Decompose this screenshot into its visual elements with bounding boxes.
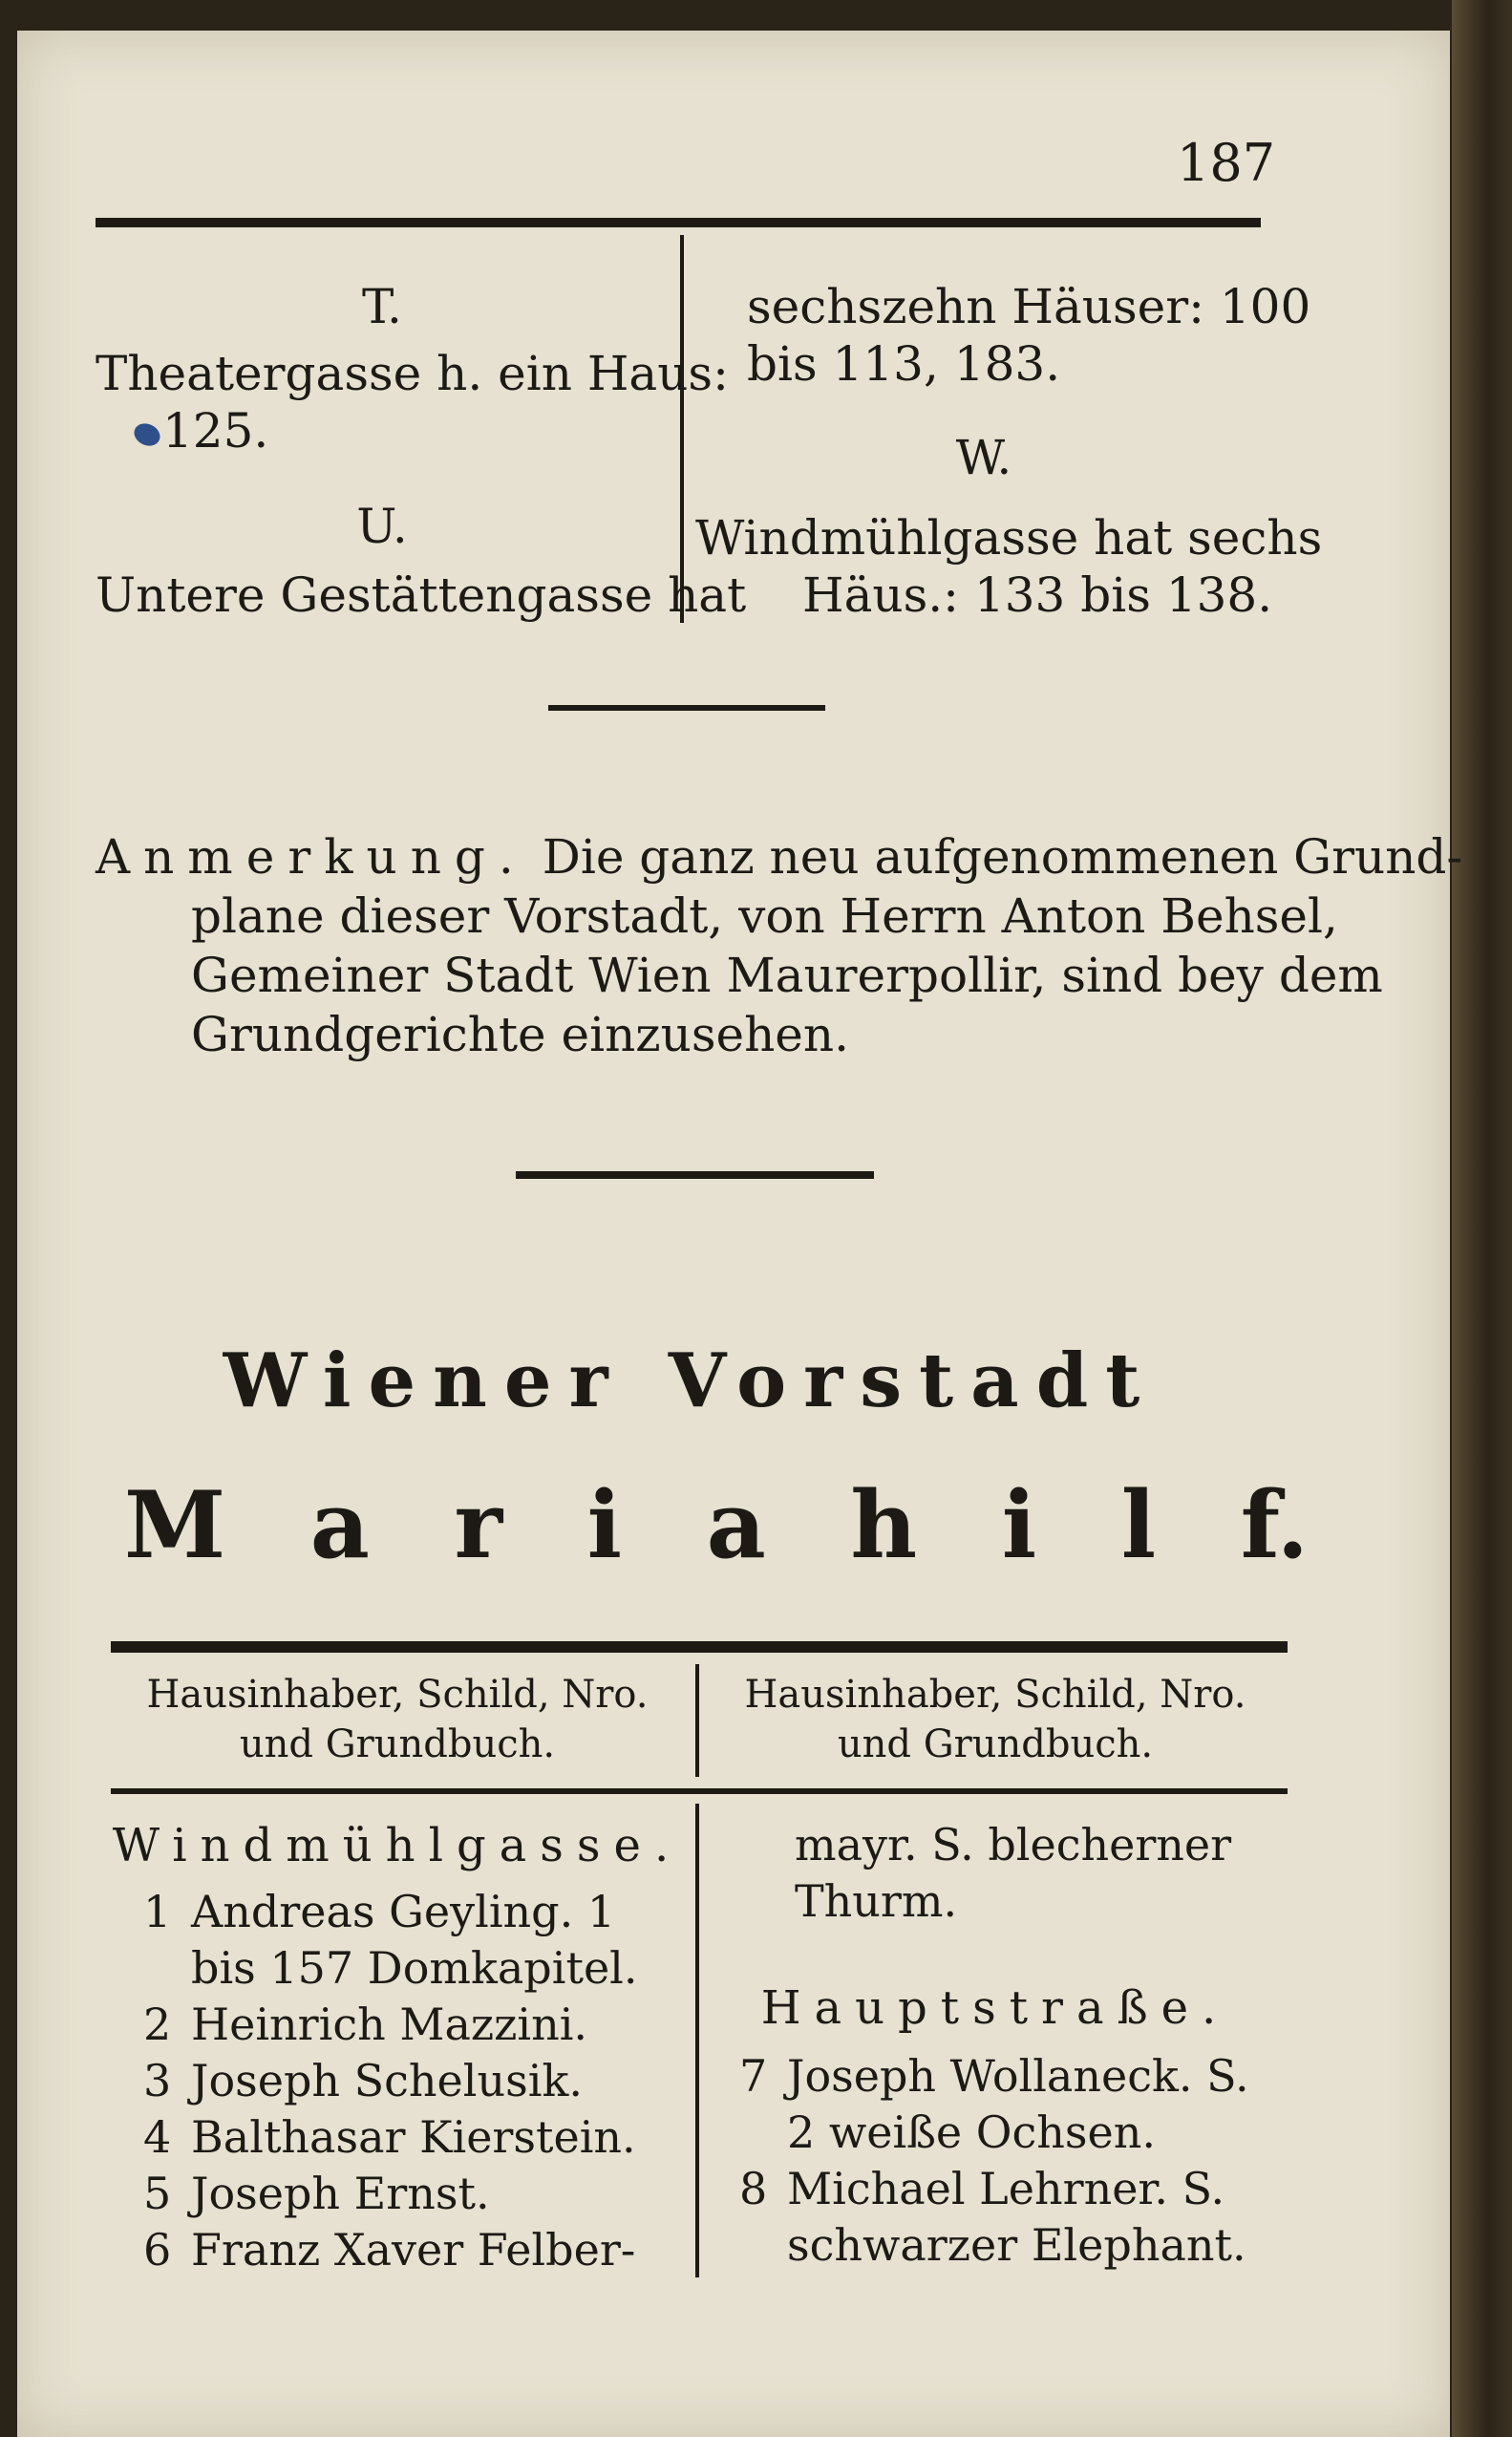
note-label: Anmerkung. xyxy=(96,829,527,885)
title-letter: r xyxy=(454,1471,503,1579)
note-first-line: Anmerkung. Die ganz neu aufgenommenen Grund- xyxy=(96,829,1463,885)
letter-t-heading: T. xyxy=(362,279,402,334)
list-item: 1 Andreas Geyling. 1 xyxy=(143,1886,616,1937)
header-left-line1: Hausinhaber, Schild, Nro. xyxy=(146,1673,649,1717)
ink-blot-icon xyxy=(131,419,164,450)
header-left-line2: und Grundbuch. xyxy=(239,1722,556,1766)
title-letter: h xyxy=(850,1471,918,1579)
book-spine xyxy=(1452,0,1512,2437)
title-mariahilf xyxy=(124,1471,1309,1579)
header-right-line1: Hausinhaber, Schild, Nro. xyxy=(744,1673,1246,1717)
title-letter: f. xyxy=(1240,1471,1309,1579)
title-letter: i xyxy=(1001,1471,1037,1579)
title-letter: l xyxy=(1120,1471,1157,1579)
note-line-4: Grundgerichte einzusehen. xyxy=(191,1007,849,1062)
list-item: schwarzer Elephant. xyxy=(787,2219,1246,2271)
title-letter: M xyxy=(124,1471,226,1579)
page-number: 187 xyxy=(1177,133,1276,193)
right-top-line1: sechszehn Häuser: 100 xyxy=(747,279,1311,334)
right-continuation-line1: mayr. S. blecherner xyxy=(795,1819,1232,1871)
body-column-divider xyxy=(695,1804,699,2277)
list-item: 3 Joseph Schelusik. xyxy=(143,2055,583,2106)
note-line-3: Gemeiner Stadt Wien Maurerpollir, sind bey dem xyxy=(191,948,1383,1003)
header-column-divider xyxy=(695,1664,699,1777)
title-letter: i xyxy=(586,1471,623,1579)
list-item: bis 157 Domkapitel. xyxy=(191,1942,638,1994)
list-item: 2 Heinrich Mazzini. xyxy=(143,1999,588,2050)
table-header-rule xyxy=(111,1788,1288,1794)
letter-w-heading: W. xyxy=(955,430,1012,485)
list-item: 7 Joseph Wollaneck. S. xyxy=(739,2050,1249,2102)
windmuehlgasse-line: Windmühlgasse hat sechs xyxy=(695,510,1323,566)
title-letter: a xyxy=(309,1471,370,1579)
untere-gestaettengasse-line: Untere Gestättengasse hat xyxy=(96,567,747,623)
list-item: 4 Balthasar Kierstein. xyxy=(143,2111,636,2163)
list-item: 2 weiße Ochsen. xyxy=(787,2106,1156,2158)
list-item: 5 Joseph Ernst. xyxy=(143,2168,490,2219)
windmuehlgasse-houses-line: Häus.: 133 bis 138. xyxy=(802,567,1273,623)
title-wiener-vorstadt: Wiener Vorstadt xyxy=(223,1337,1158,1424)
right-top-line2: bis 113, 183. xyxy=(747,336,1061,392)
table-top-rule xyxy=(111,1641,1288,1653)
street-hauptstrasse: Hauptstraße. xyxy=(760,1981,1230,2035)
letter-u-heading: U. xyxy=(356,499,408,554)
short-rule xyxy=(548,705,825,711)
theatergasse-number-line: 125. xyxy=(134,401,268,460)
section-divider-rule xyxy=(516,1171,874,1179)
title-letter: a xyxy=(706,1471,766,1579)
theatergasse-line: Theatergasse h. ein Haus: xyxy=(96,346,729,401)
street-windmuehlgasse: Windmühlgasse. xyxy=(112,1819,683,1872)
left-entries xyxy=(143,1884,638,2278)
note-line-2: plane dieser Vorstadt, von Herrn Anton Behsel, xyxy=(191,888,1338,944)
right-continuation-line2: Thurm. xyxy=(795,1875,958,1927)
right-entries xyxy=(739,2048,1249,2274)
header-right-line2: und Grundbuch. xyxy=(837,1722,1154,1766)
top-rule xyxy=(96,218,1261,227)
list-item: 8 Michael Lehrner. S. xyxy=(739,2163,1225,2214)
list-item: 6 Franz Xaver Felber- xyxy=(143,2224,636,2276)
